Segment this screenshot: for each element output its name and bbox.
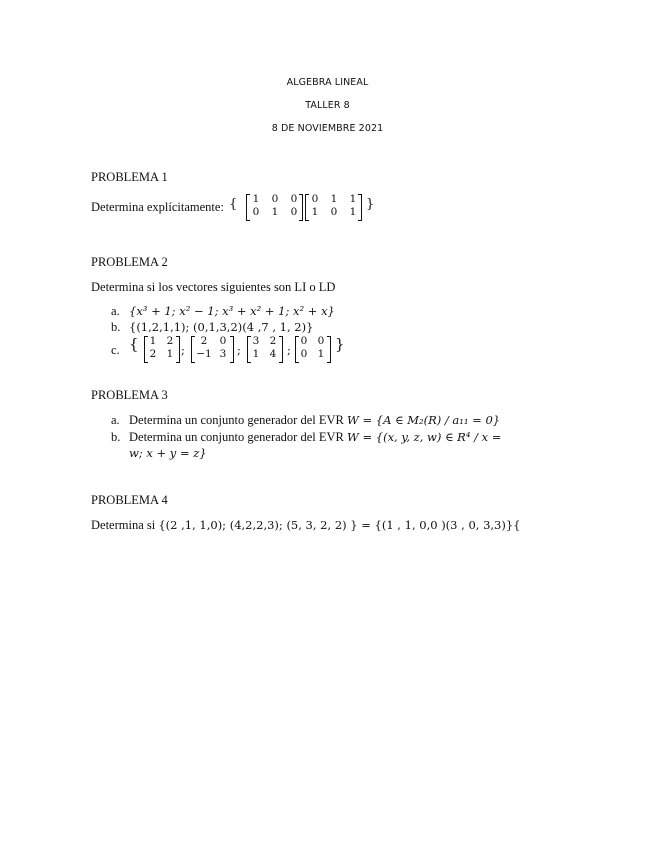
bracket-right <box>327 336 331 363</box>
matrix-cell: 0 <box>300 335 308 347</box>
matrix-cell: 0 <box>252 206 260 218</box>
course-title: ALGEBRA LINEAL <box>286 77 369 88</box>
problem2-title: PROBLEMA 2 <box>91 255 168 269</box>
matrix-cell: 1 <box>149 335 157 347</box>
problem2-marker-a: a. <box>111 304 120 318</box>
problem2-c-matrix-1 <box>144 335 180 363</box>
problem3-item-b-text: Determina un conjunto generador del EVR <box>129 430 347 444</box>
problem3-item-a <box>129 413 500 428</box>
matrix-cell: 1 <box>349 193 357 205</box>
problem3-marker-b: b. <box>111 430 121 444</box>
problem1-matrix-2 <box>305 193 363 221</box>
problem3-item-b <box>129 430 501 445</box>
separator: ; <box>181 343 185 357</box>
matrix-cell: 2 <box>149 348 157 360</box>
problem4-math: {(2 ,1, 1,0); (4,2,2,3); (5, 3, 2, 2) } = {(1 , 1, 0,0 )(3 , 0, 3,3)}{ <box>158 518 521 532</box>
matrix-cell: 1 <box>252 193 260 205</box>
bracket-right <box>230 336 234 363</box>
matrix-cell: 1 <box>317 348 325 360</box>
problem2-c-close-brace: } <box>335 335 345 353</box>
bracket-right <box>279 336 283 363</box>
bracket-right <box>176 336 180 363</box>
matrix-cell: 0 <box>271 193 279 205</box>
separator: ; <box>237 343 241 357</box>
matrix-cell: 0 <box>290 206 298 218</box>
bracket-right <box>358 194 362 221</box>
problem2-c-matrix-3 <box>247 335 283 363</box>
problem4-line <box>91 518 521 533</box>
matrix-cell: 1 <box>166 348 174 360</box>
matrix-cell: 3 <box>252 335 260 347</box>
problem3-item-b-math: W = {(x, y, z, w) ∈ R⁴ / x = <box>347 430 502 444</box>
problem4-title: PROBLEMA 4 <box>91 493 168 507</box>
matrix-cell: 1 <box>311 206 319 218</box>
matrix-cell: 2 <box>166 335 174 347</box>
matrix-cell: 0 <box>317 335 325 347</box>
problem2-c-open-brace: { <box>129 335 139 353</box>
problem2-item-b: {(1,2,1,1); (0,1,3,2)(4 ,7 , 1, 2)} <box>129 320 314 334</box>
date-line: 8 DE NOVIEMBRE 2021 <box>271 123 384 134</box>
matrix-cell: −1 <box>196 348 212 360</box>
problem1-matrix-1 <box>246 193 304 221</box>
problem1-text: Determina explícitamente: <box>91 200 224 214</box>
matrix-cell: 0 <box>330 206 338 218</box>
matrix-cell: 4 <box>269 348 277 360</box>
problem1-open-brace: { <box>229 197 238 212</box>
problem2-marker-b: b. <box>111 320 121 334</box>
separator: ; <box>287 343 291 357</box>
problem2-c-matrix-2 <box>191 335 235 363</box>
problem3-item-a-text: Determina un conjunto generador del EVR <box>129 413 347 427</box>
matrix-cell: 2 <box>200 335 208 347</box>
problem2-item-a: {x³ + 1; x² − 1; x³ + x² + 1; x² + x} <box>129 304 335 318</box>
problem3-item-b-continuation: w; x + y = z} <box>129 446 207 460</box>
matrix-cell: 1 <box>330 193 338 205</box>
bracket-right <box>299 194 303 221</box>
workshop-title: TALLER 8 <box>305 100 350 111</box>
problem3-title: PROBLEMA 3 <box>91 388 168 402</box>
matrix-cell: 1 <box>271 206 279 218</box>
problem2-c-matrix-4 <box>295 335 331 363</box>
bracket-left <box>191 336 195 363</box>
matrix-cell: 3 <box>219 348 227 360</box>
matrix-cell: 0 <box>290 193 298 205</box>
matrix-cell: 0 <box>311 193 319 205</box>
problem3-item-a-math: W = {A ∈ M₂(R) / a₁₁ = 0} <box>347 413 501 427</box>
matrix-cell: 1 <box>252 348 260 360</box>
problem2-marker-c: c. <box>111 343 120 357</box>
matrix-cell: 2 <box>269 335 277 347</box>
problem1-title: PROBLEMA 1 <box>91 170 168 184</box>
problem2-text: Determina si los vectores siguientes son LI o LD <box>91 280 336 294</box>
matrix-cell: 0 <box>300 348 308 360</box>
matrix-cell: 1 <box>349 206 357 218</box>
problem4-text: Determina si <box>91 518 159 532</box>
problem3-marker-a: a. <box>111 413 120 427</box>
matrix-cell: 0 <box>219 335 227 347</box>
problem1-close-brace: } <box>366 197 375 212</box>
